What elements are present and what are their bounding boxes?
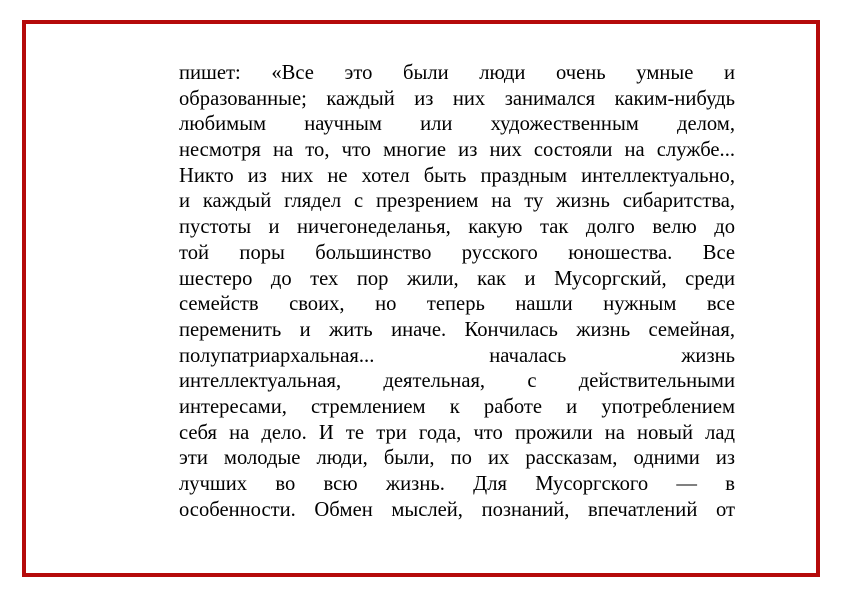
quote-text-block <box>179 61 735 523</box>
text-line: образованные; каждый из них занимался каким-нибудь <box>179 87 735 110</box>
text-line: эти молодые люди, были, по их рассказам, одними из <box>179 447 735 470</box>
slide-frame <box>22 20 820 577</box>
text-line: пишет: «Все это были люди очень умные и <box>179 62 735 84</box>
text-line: интеллектуальная, деятельная, с действительными <box>179 370 735 393</box>
text-line: семейств своих, но теперь нашли нужным все <box>179 293 735 316</box>
text-line: себя на дело. И те три года, что прожили на новый лад <box>179 421 735 444</box>
text-line: любимым научным или художественным делом, <box>179 113 735 136</box>
text-line: шестеро до тех пор жили, как и Мусоргский, среди <box>179 267 735 290</box>
text-line: пустоты и ничегонеделанья, какую так долго велю до <box>179 216 735 239</box>
text-line: Никто из них не хотел быть праздным интеллектуально, <box>179 164 735 187</box>
text-line: несмотря на то, что многие из них состояли на службе... <box>179 139 735 162</box>
text-line: той поры большинство русского юношества. Все <box>179 241 735 264</box>
text-line: и каждый глядел с презрением на ту жизнь сибаритства, <box>179 190 735 213</box>
text-line: особенности. Обмен мыслей, познаний, впечатлений от <box>179 498 735 521</box>
text-line: полупатриархальная... началась жизнь <box>179 344 735 367</box>
text-line: лучших во всю жизнь. Для Мусоргского — в <box>179 473 735 495</box>
text-line: переменить и жить иначе. Кончилась жизнь семейная, <box>179 318 735 341</box>
text-line: интересами, стремлением к работе и употреблением <box>179 395 735 418</box>
